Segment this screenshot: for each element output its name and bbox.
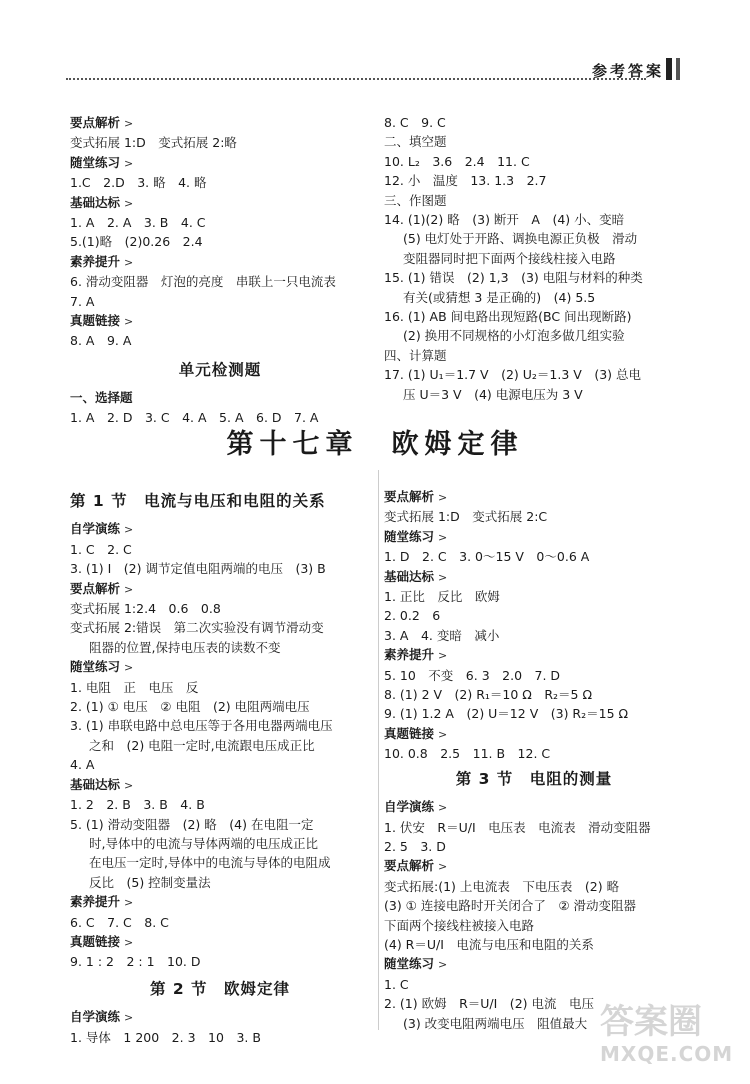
answer-line: 14. (1)(2) 略 (3) 断开 A (4) 小、变暗 xyxy=(384,212,625,228)
answer-line: 2. (1) ① 电压 ② 电阻 (2) 电阻两端电压 xyxy=(70,699,310,715)
answer-line: 9. (1) 1.2 A (2) U＝12 V (3) R₂＝15 Ω xyxy=(384,706,629,722)
section-heading: 素养提升 > xyxy=(70,253,134,269)
chevron-right-icon: > xyxy=(124,778,134,792)
answer-line: 压 U＝3 V (4) 电源电压为 3 V xyxy=(403,386,583,402)
chevron-right-icon: > xyxy=(438,727,448,741)
section-heading: 要点解析 > xyxy=(70,580,134,596)
chevron-right-icon: > xyxy=(124,582,134,596)
chevron-right-icon: > xyxy=(438,860,448,874)
answer-line: 1. A 2. A 3. B 4. C xyxy=(70,215,206,231)
answer-line: 1. 2 2. B 3. B 4. B xyxy=(70,797,205,813)
column-divider xyxy=(378,470,379,1030)
section-heading: 要点解析 > xyxy=(384,858,448,874)
answer-line: 17. (1) U₁＝1.7 V (2) U₂＝1.3 V (3) 总电 xyxy=(384,367,642,383)
answer-line: 8. A 9. A xyxy=(70,333,132,349)
chevron-right-icon: > xyxy=(124,896,134,910)
answer-line: 变式拓展 1:2.4 0.6 0.8 xyxy=(70,601,221,617)
answer-line: 变式拓展 1:D 变式拓展 2:略 xyxy=(70,135,237,151)
answer-line: 有关(或猜想 3 是正确的) (4) 5.5 xyxy=(403,289,596,305)
answer-line: (2) 换用不同规格的小灯泡多做几组实验 xyxy=(403,328,625,344)
answer-line: 6. C 7. C 8. C xyxy=(70,914,169,930)
section-heading: 要点解析 > xyxy=(70,115,134,130)
chevron-right-icon: > xyxy=(438,530,448,544)
section-heading: 随堂练习 > xyxy=(384,528,448,544)
answer-line: 5. (1) 滑动变阻器 (2) 略 (4) 在电阻一定 xyxy=(70,816,314,832)
answer-line: 7. A xyxy=(70,293,95,309)
chevron-right-icon: > xyxy=(124,935,134,949)
section-heading: 一、选择题 xyxy=(70,390,133,406)
section-heading: 真题链接 > xyxy=(384,725,448,741)
answer-line: 1. 伏安 R＝U/I 电压表 电流表 滑动变阻器 xyxy=(384,819,651,835)
bottom-right-column xyxy=(384,487,684,1033)
chevron-right-icon: > xyxy=(124,523,134,537)
header-dotted-rule xyxy=(66,78,646,80)
section-1-title: 第 1 节 电流与电压和电阻的关系 xyxy=(70,492,326,510)
answer-line: 时,导体中的电流与导体两端的电压成正比 xyxy=(89,835,318,851)
top-left-column xyxy=(70,113,370,427)
answer-line: 变式拓展:(1) 上电流表 下电压表 (2) 略 xyxy=(384,878,620,894)
answer-line: 变式拓展 2:错误 第二次实验没有调节滑动变 xyxy=(70,620,324,636)
chevron-right-icon: > xyxy=(124,117,134,130)
section-heading: 自学演练 > xyxy=(384,799,448,815)
answer-line: 1. 正比 反比 欧姆 xyxy=(384,589,500,605)
section-heading: 基础达标 > xyxy=(70,776,134,792)
page-header-label: 参考答案 xyxy=(591,62,664,80)
answer-line: 15. (1) 错误 (2) 1,3 (3) 电阻与材料的种类 xyxy=(384,270,643,286)
answer-line: 2. 5 3. D xyxy=(384,838,446,854)
chevron-right-icon: > xyxy=(438,649,448,663)
section-heading: 基础达标 > xyxy=(70,194,134,210)
answer-line: (3) 改变电阻两端电压 阻值最大 xyxy=(403,1015,588,1031)
chevron-right-icon: > xyxy=(438,491,448,504)
section-heading: 基础达标 > xyxy=(384,568,448,584)
answer-line: 5. 10 不变 6. 3 2.0 7. D xyxy=(384,667,561,683)
top-right-column xyxy=(384,113,684,404)
answer-line: 2. 0.2 6 xyxy=(384,608,441,624)
chevron-right-icon: > xyxy=(124,661,134,675)
section-heading: 自学演练 > xyxy=(70,521,134,537)
header-bar-mark xyxy=(676,58,680,80)
answer-line: 1. A 2. D 3. C 4. A 5. A 6. D 7. A xyxy=(70,409,319,425)
answer-line: 10. 0.8 2.5 11. B 12. C xyxy=(384,746,551,762)
section-heading: 自学演练 > xyxy=(70,1009,134,1025)
answer-line: 变阻器同时把下面两个接线柱接入电路 xyxy=(403,250,616,266)
answer-line: 1. 导体 1 200 2. 3 10 3. B xyxy=(70,1029,261,1045)
answer-line: 四、计算题 xyxy=(384,347,447,363)
section-heading: 素养提升 > xyxy=(70,894,134,910)
answer-line: 反比 (5) 控制变量法 xyxy=(89,874,211,890)
section-heading: 随堂练习 > xyxy=(70,154,134,170)
answer-line: 在电压一定时,导体中的电流与导体的电阻成 xyxy=(89,855,331,871)
answer-line: (3) ① 连接电路时开关闭合了 ② 滑动变阻器 xyxy=(384,898,637,914)
answer-line: (5) 电灯处于开路、调换电源正负极 滑动 xyxy=(403,231,638,247)
answer-line: 6. 滑动变阻器 灯泡的亮度 串联上一只电流表 xyxy=(70,274,336,290)
answer-line: 二、填空题 xyxy=(384,134,447,150)
answer-line: 下面两个接线柱被接入电路 xyxy=(384,917,535,933)
chevron-right-icon: > xyxy=(438,801,448,815)
section-2-title: 第 2 节 欧姆定律 xyxy=(149,979,291,998)
section-heading: 要点解析 > xyxy=(384,489,448,504)
answer-line: 3. (1) 串联电路中总电压等于各用电器两端电压 xyxy=(70,718,333,734)
answer-line: 1. D 2. C 3. 0～15 V 0～0.6 A xyxy=(384,549,590,565)
answer-line: (4) R＝U/I 电流与电压和电阻的关系 xyxy=(384,936,594,952)
answer-line: 4. A xyxy=(70,757,95,773)
answer-line: 10. L₂ 3.6 2.4 11. C xyxy=(384,153,530,169)
watermark-logo: 答案圈 MXQE.COM xyxy=(600,1002,734,1066)
chevron-right-icon: > xyxy=(438,958,448,972)
section-heading: 真题链接 > xyxy=(70,313,134,329)
answer-line: 2. (1) 欧姆 R＝U/I (2) 电流 电压 xyxy=(384,996,594,1012)
answer-line: 变式拓展 1:D 变式拓展 2:C xyxy=(384,509,548,525)
answer-line: 之和 (2) 电阻一定时,电流跟电压成正比 xyxy=(89,737,315,753)
section-3-title: 第 3 节 电阻的测量 xyxy=(455,769,613,788)
section-heading: 随堂练习 > xyxy=(70,659,134,675)
answer-line: 1. C xyxy=(384,976,409,992)
answer-line: 12. 小 温度 13. 1.3 2.7 xyxy=(384,173,547,189)
answer-line: 16. (1) AB 间电路出现短路(BC 间出现断路) xyxy=(384,309,632,325)
chevron-right-icon: > xyxy=(124,156,134,170)
bottom-left-column xyxy=(70,492,370,1047)
answer-line: 9. 1 : 2 2 : 1 10. D xyxy=(70,954,201,970)
answer-line: 1.C 2.D 3. 略 4. 略 xyxy=(70,175,207,191)
section-heading: 素养提升 > xyxy=(384,647,448,663)
section-heading: 真题链接 > xyxy=(70,933,134,949)
chapter-title: 第十七章 欧姆定律 xyxy=(226,429,524,460)
chevron-right-icon: > xyxy=(124,255,134,269)
chevron-right-icon: > xyxy=(124,315,134,329)
answer-line: 8. (1) 2 V (2) R₁＝10 Ω R₂＝5 Ω xyxy=(384,687,593,703)
answer-line: 3. (1) I (2) 调节定值电阻两端的电压 (3) B xyxy=(70,561,326,577)
answer-line: 1. C 2. C xyxy=(70,541,132,557)
chevron-right-icon: > xyxy=(124,1011,134,1025)
answer-line: 3. A 4. 变暗 减小 xyxy=(384,627,500,643)
unit-test-title: 单元检测题 xyxy=(178,360,262,379)
answer-line: 8. C 9. C xyxy=(384,115,446,130)
answer-line: 5.(1)略 (2)0.26 2.4 xyxy=(70,234,203,250)
answer-line: 三、作图题 xyxy=(384,192,447,208)
section-heading: 随堂练习 > xyxy=(384,956,448,972)
header-bar-mark xyxy=(666,58,672,80)
chevron-right-icon: > xyxy=(124,196,134,210)
chevron-right-icon: > xyxy=(438,570,448,584)
answer-line: 1. 电阻 正 电压 反 xyxy=(70,679,199,695)
answer-line: 阻器的位置,保持电压表的读数不变 xyxy=(89,639,281,655)
